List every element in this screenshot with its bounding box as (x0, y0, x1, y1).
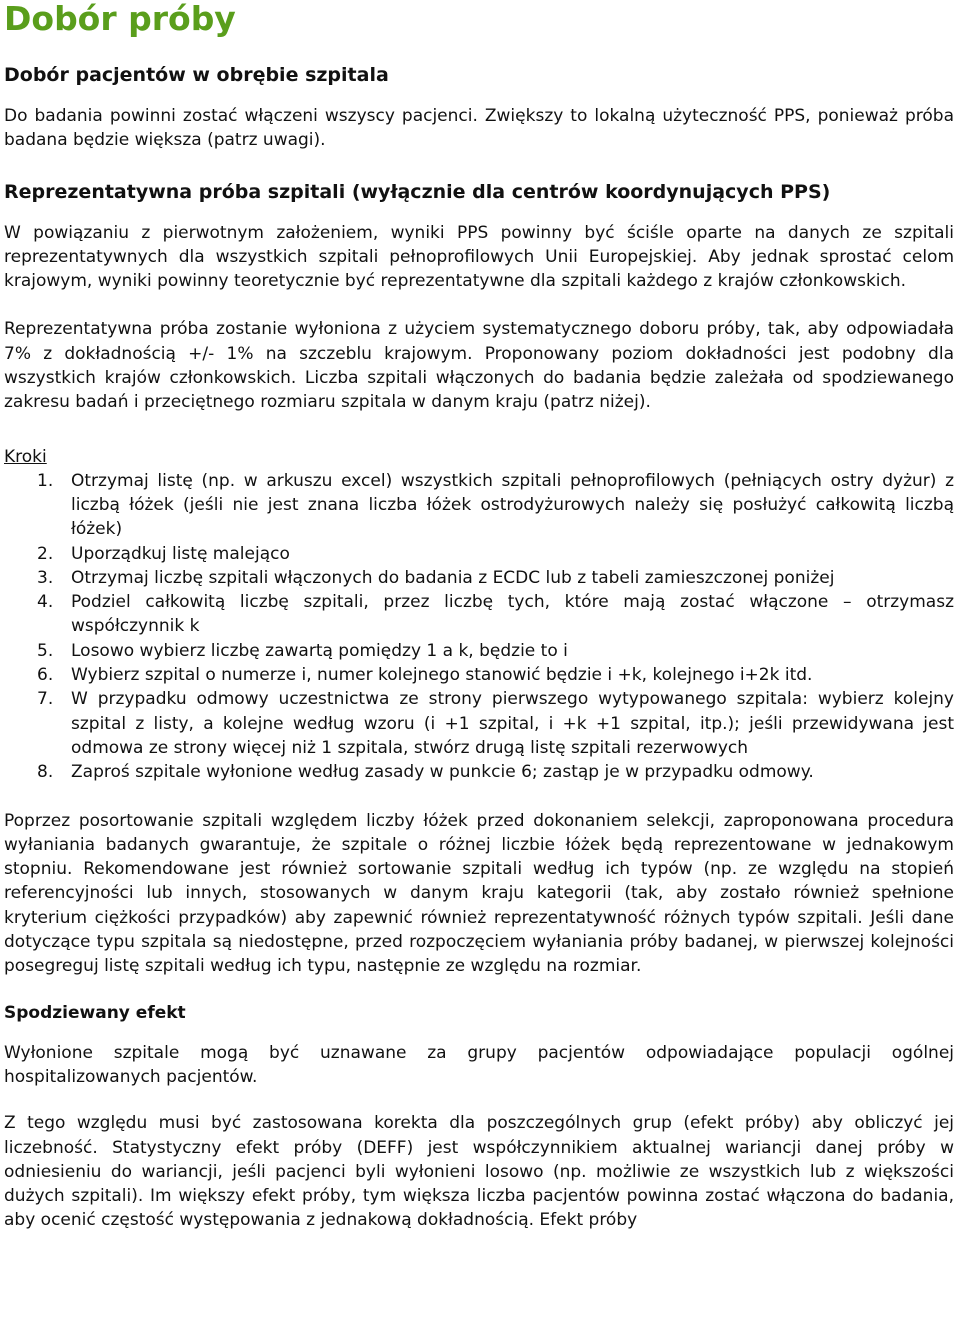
step-text: Losowo wybierz liczbę zawartą pomiędzy 1 a k, będzie to i (71, 640, 568, 661)
step-number: 8. (37, 762, 54, 783)
list-item (4, 687, 954, 760)
list-item (4, 760, 954, 784)
step-text: W przypadku odmowy uczestnictwa ze strony pierwszego wytypowanego szpitala: wybierz kolejny szpital z listy, a kolejne według wzoru (i +1 szpital, i +k +1 szpital, itp.); jeśli przewidywana jest odmowa ze strony więcej niż 1 szpitala, stwórz drugą listę szpitali rezerwowych (71, 689, 954, 758)
steps-label: Kroki (4, 446, 47, 467)
paragraph-systematic-sampling: Reprezentatywna próba zostanie wyłoniona z użyciem systematycznego doboru próby, tak, aby odpowiadała 7% z dokładnością +/- 1% na szczeblu krajowym. Proponowany poziom dokładności jest podobny dla wszystkich krajów członkowskich. Liczba szpitali włączonych do badania będzie zależała od spodziewanego zakresu badań i przeciętnego rozmiaru szpitala w danym kraju (patrz niżej). (4, 319, 954, 413)
page-title: Dobór próby (4, 0, 236, 38)
step-number: 5. (37, 640, 54, 661)
list-item (4, 566, 954, 590)
paragraph-representativeness: W powiązaniu z pierwotnym założeniem, wyniki PPS powinny być ściśle oparte na danych ze szpitali reprezentatywnych dla wszystkich szpitali pełnoprofilowych Unii Europejskiej. Aby jednak sprostać celom krajowym, wyniki powinny teoretycznie być reprezentatywne dla szpitali każdego z krajów członkowskich. (4, 222, 954, 292)
step-text: Zaproś szpitale wyłonione według zasady w punkcie 6; zastąp je w przypadku odmowy. (71, 762, 814, 783)
list-item (4, 542, 954, 566)
paragraph-sorting: Poprzez posortowanie szpitali względem liczby łóżek przed dokonaniem selekcji, zaproponowana procedura wyłaniania badanych gwarantuje, że szpitale o różnej liczbie łóżek będą reprezentowane w jednakowym stopniu. Rekomendowane jest również sortowanie szpitali według ich typów (np. ze względu na stopień referencyjności lub innych, stosowanych w danym kraju kategorii (tak, aby zostało również spełnione kryterium ciężkości przypadków) aby zapewnić również reprezentatywność różnych typów szpitali. Jeśli dane dotyczące typu szpitala są niedostępne, przed rozpoczęciem wyłaniania próby badanej, w pierwszej kolejności posegreguj listę szpitali według ich typu, następnie ze względu na rozmiar. (4, 810, 954, 977)
step-number: 1. (37, 470, 54, 491)
step-number: 4. (37, 592, 54, 613)
step-number: 2. (37, 543, 54, 564)
step-text: Podziel całkowitą liczbę szpitali, przez liczbę tych, które mają zostać włączone – otrzymasz współczynnik k (71, 592, 954, 637)
paragraph-expected-effect: Wyłonione szpitale mogą być uznawane za grupy pacjentów odpowiadające populacji ogólnej hospitalizowanych pacjentów. (4, 1042, 954, 1087)
step-text: Wybierz szpital o numerze i, numer kolejnego stanowić będzie i +k, kolejnego i+2k itd. (71, 665, 813, 686)
list-item (4, 639, 954, 663)
paragraph-design-effect: Z tego względu musi być zastosowana korekta dla poszczególnych grup (efekt próby) aby obliczyć jej liczebność. Statystyczny efekt próby (DEFF) jest współczynnikiem aktualnej wariancji danej próby w odniesieniu do wariancji, jeśli pacjenci byli wyłonieni losowo (np. możliwie ze wszystkich lub z większości dużych szpitali). Im większy efekt próby, tym większa liczba pacjentów powinna zostać włączona do badania, aby ocenić częstość występowania z jednakową dokładnością. Efekt próby (4, 1113, 954, 1231)
list-item (4, 663, 954, 687)
list-item (4, 590, 954, 639)
step-number: 7. (37, 689, 54, 710)
paragraph-patient-selection: Do badania powinni zostać włączeni wszyscy pacjenci. Zwiększy to lokalną użyteczność PPS, ponieważ próba badana będzie większa (patrz uwagi). (4, 106, 954, 151)
step-number: 6. (37, 665, 54, 686)
step-text: Otrzymaj listę (np. w arkuszu excel) wszystkich szpitali pełnoprofilowych (pełniących ostry dyżur) z liczbą łóżek (jeśli nie jest znana liczba łóżek ostrodyżurowych należy się posłużyć całkowitą liczbą łóżek) (71, 470, 954, 540)
section-heading-expected-effect: Spodziewany efekt (4, 1002, 186, 1023)
step-text: Uporządkuj listę malejąco (71, 543, 290, 564)
steps-list (4, 469, 954, 785)
step-text: Otrzymaj liczbę szpitali włączonych do badania z ECDC lub z tabeli zamieszczonej poniżej (71, 567, 835, 588)
section-heading-representative-sample: Reprezentatywna próba szpitali (wyłącznie dla centrów koordynujących PPS) (4, 180, 831, 203)
step-number: 3. (37, 567, 54, 588)
list-item (4, 469, 954, 542)
section-heading-patient-selection: Dobór pacjentów w obrębie szpitala (4, 64, 389, 86)
